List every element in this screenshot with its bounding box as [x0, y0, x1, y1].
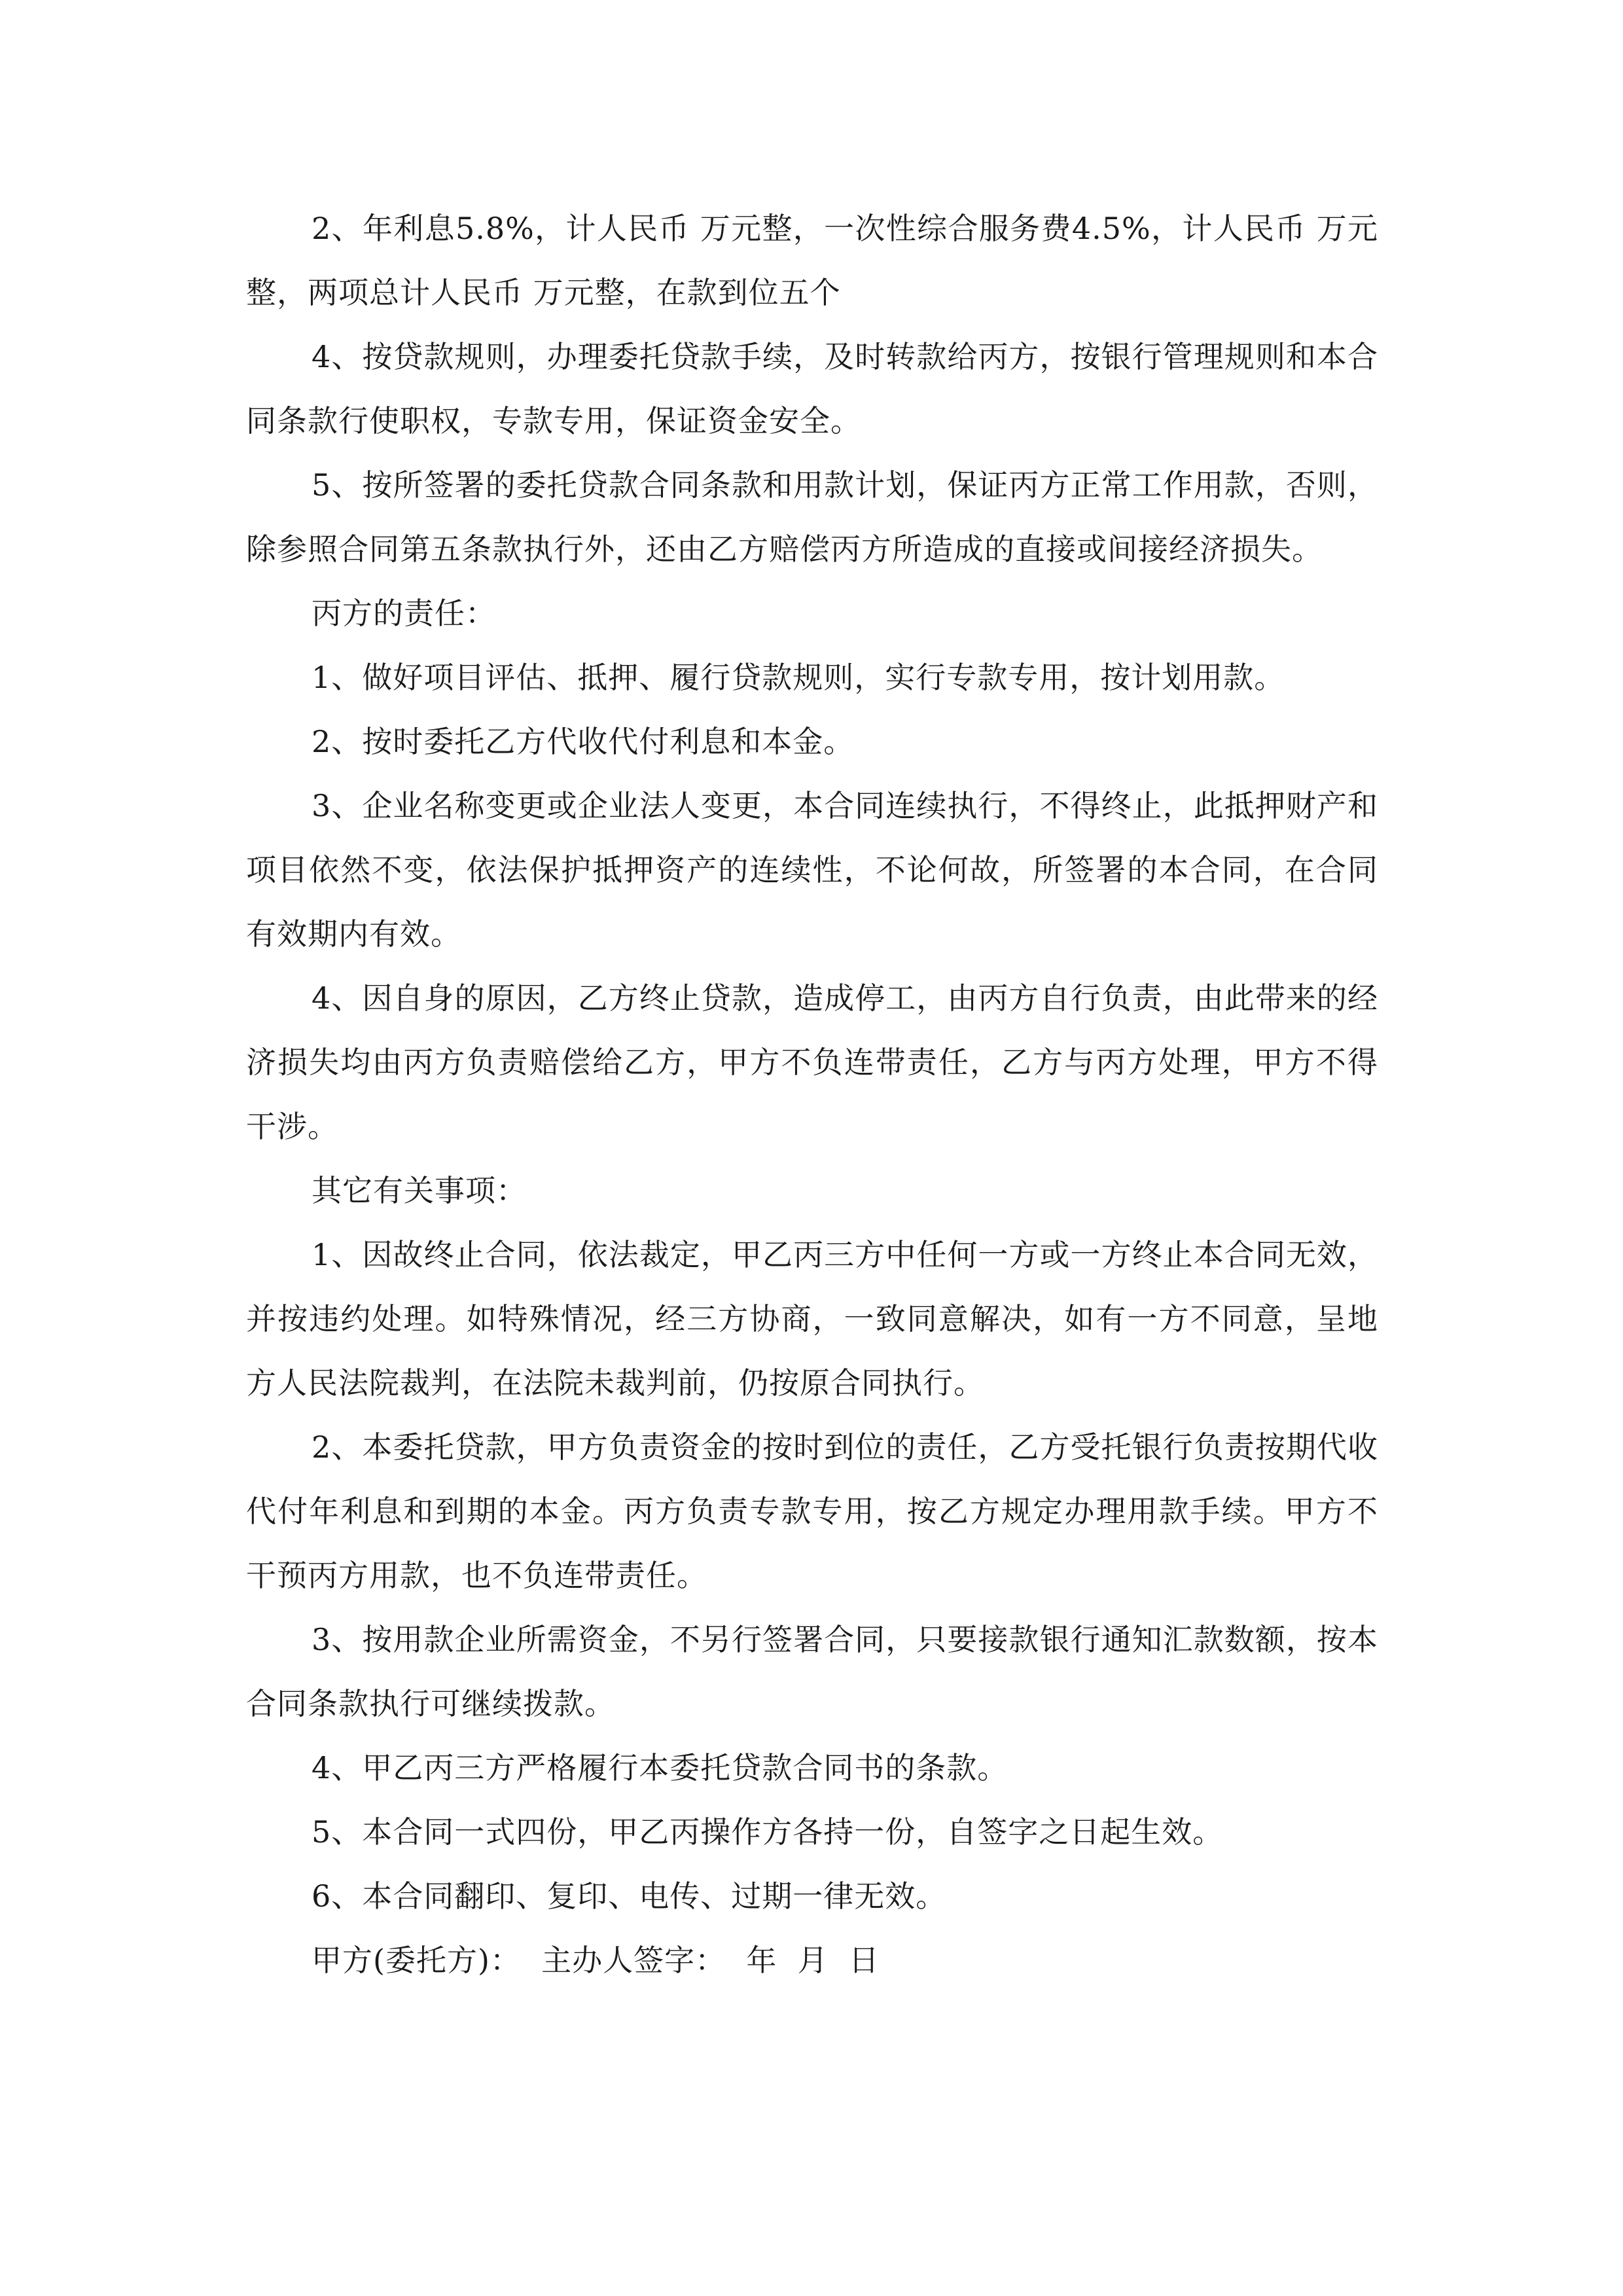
- paragraph-entrust-collection: 2、按时委托乙方代收代付利息和本金。: [312, 724, 855, 759]
- document-body: [246, 196, 1378, 1992]
- signature-line: 甲方(委托方)： 主办人签字： 年 月 日: [312, 1943, 880, 1978]
- paragraph-project-evaluation: 1、做好项目评估、抵押、履行贷款规则，实行专款专用，按计划用款。: [312, 660, 1285, 695]
- paragraph-invalid-copies: 6、本合同翻印、复印、电传、过期一律无效。: [312, 1878, 947, 1914]
- section-heading-other-matters: 其它有关事项：: [312, 1173, 527, 1208]
- paragraph-loan-procedures: 4、按贷款规则，办理委托贷款手续，及时转款给丙方，按银行管理规则和本合同条款行使职权，专款专用，保证资金安全。: [246, 339, 1378, 439]
- paragraph-continued-disbursement: 3、按用款企业所需资金，不另行签署合同，只要接款银行通知汇款数额，按本合同条款执行可继续拨款。: [246, 1622, 1378, 1721]
- paragraph-interest-fees: 2、年利息5.8%，计人民币 万元整，一次性综合服务费4.5%，计人民币 万元整，两项总计人民币 万元整，在款到位五个: [246, 211, 1378, 310]
- paragraph-name-change: 3、企业名称变更或企业法人变更，本合同连续执行，不得终止，此抵押财产和项目依然不变，依法保护抵押资产的连续性，不论何故，所签署的本合同，在合同有效期内有效。: [246, 788, 1378, 952]
- paragraph-fund-delivery: 2、本委托贷款，甲方负责资金的按时到位的责任，乙方受托银行负责按期代收代付年利息和到期的本金。丙方负责专款专用，按乙方规定办理用款手续。甲方不干预丙方用款，也不负连带责任。: [246, 1429, 1378, 1593]
- paragraph-own-reasons: 4、因自身的原因，乙方终止贷款，造成停工，由丙方自行负责，由此带来的经济损失均由丙方负责赔偿给乙方，甲方不负连带责任，乙方与丙方处理，甲方不得干涉。: [246, 980, 1378, 1144]
- paragraph-strict-performance: 4、甲乙丙三方严格履行本委托贷款合同书的条款。: [312, 1750, 1008, 1785]
- paragraph-copies: 5、本合同一式四份，甲乙丙操作方各持一份，自签字之日起生效。: [312, 1814, 1224, 1850]
- paragraph-loan-contract-terms: 5、按所签署的委托贷款合同条款和用款计划，保证丙方正常工作用款，否则，除参照合同第五条款执行外，还由乙方赔偿丙方所造成的直接或间接经济损失。: [246, 467, 1378, 567]
- paragraph-termination: 1、因故终止合同，依法裁定，甲乙丙三方中任何一方或一方终止本合同无效，并按违约处理。如特殊情况，经三方协商，一致同意解决，如有一方不同意，呈地方人民法院裁判，在法院未裁判前，仍按原合同执行。: [246, 1237, 1378, 1401]
- section-heading-party-c-responsibilities: 丙方的责任：: [312, 596, 496, 631]
